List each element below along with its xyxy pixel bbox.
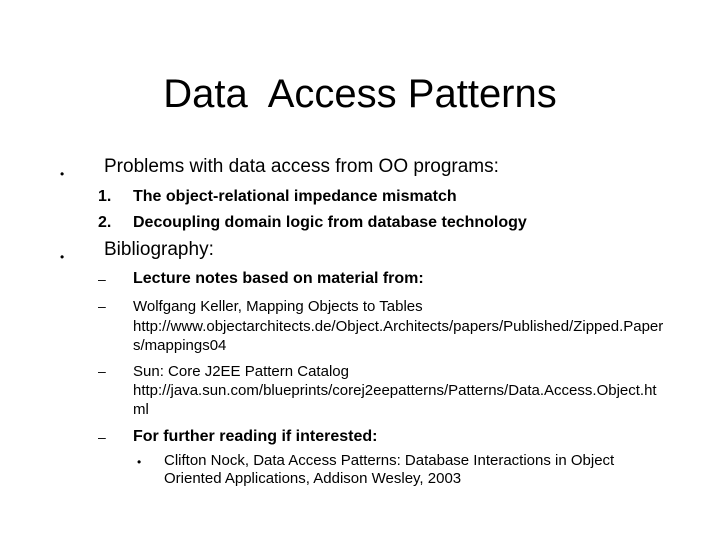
dash-marker: – (98, 429, 106, 445)
dash-item-text: For further reading if interested: (133, 428, 378, 445)
bullet-icon: • (60, 167, 65, 181)
reference-url: http://www.objectarchitects.de/Object.Architects/papers/Published/Zipped.Paper (133, 318, 664, 335)
reference-url-cont: s/mappings04 (133, 337, 227, 354)
bullet-icon: • (60, 250, 65, 264)
reference-line: Wolfgang Keller, Mapping Objects to Tables (133, 298, 423, 315)
reference-line: Sun: Core J2EE Pattern Catalog (133, 363, 349, 380)
slide-title: Data Access Patterns (163, 72, 557, 116)
sub-bullet-icon: • (137, 455, 142, 469)
dash-marker: – (98, 298, 106, 314)
citation-line: Clifton Nock, Data Access Patterns: Database Interactions in Object (164, 452, 615, 469)
bullet-text: Problems with data access from OO programs: (104, 156, 499, 177)
citation-line: Oriented Applications, Addison Wesley, 2003 (164, 470, 462, 487)
numbered-item-text: The object-relational impedance mismatch (133, 188, 457, 205)
dash-marker: – (98, 271, 106, 287)
reference-url-cont: ml (133, 401, 149, 418)
numbered-item-text: Decoupling domain logic from database technology (133, 214, 527, 231)
reference-url: http://java.sun.com/blueprints/corej2eepatterns/Patterns/Data.Access.Object.ht (133, 382, 657, 399)
bullet-text: Bibliography: (104, 239, 214, 260)
list-number: 1. (98, 188, 112, 205)
list-number: 2. (98, 214, 112, 231)
dash-item-text: Lecture notes based on material from: (133, 270, 424, 287)
dash-marker: – (98, 363, 106, 379)
